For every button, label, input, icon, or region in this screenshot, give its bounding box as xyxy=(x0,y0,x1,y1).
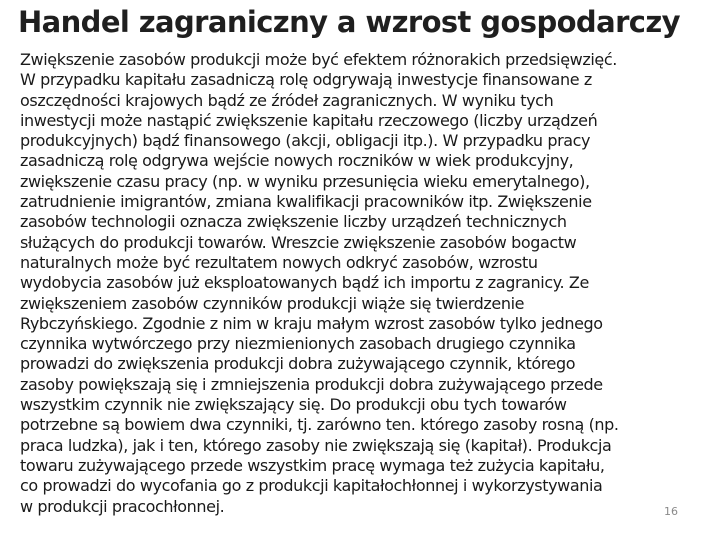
page-number: 16 xyxy=(664,505,678,518)
body-line: zwiększeniem zasobów czynników produkcji wiąże się twierdzenie xyxy=(20,293,525,313)
body-line: Zwiększenie zasobów produkcji może być efektem różnorakich przedsięwzięć. xyxy=(20,50,617,69)
body-line: Rybczyńskiego. Zgodnie z nim w kraju małym wzrost zasobów tylko jednego xyxy=(20,313,603,333)
body-line: zasoby powiększają się i zmniejszenia produkcji dobra zużywającego przede xyxy=(20,374,603,394)
body-line: produkcyjnych) bądź finansowego (akcji, obligacji itp.). W przypadku pracy xyxy=(20,131,591,151)
body-line: zatrudnienie imigrantów, zmiana kwalifikacji pracowników itp. Zwiększenie xyxy=(20,192,592,212)
body-line: zasadniczą rolę odgrywa wejście nowych roczników w wiek produkcyjny, xyxy=(20,151,574,171)
slide-body-text xyxy=(20,50,720,517)
body-line: co prowadzi do wycofania go z produkcji kapitałochłonnej i wykorzystywania xyxy=(20,476,603,496)
body-line: wydobycia zasobów już eksploatowanych bądź ich importu z zagranicy. Ze xyxy=(20,273,589,293)
body-line: potrzebne są bowiem dwa czynniki, tj. zarówno ten. którego zasoby rosną (np. xyxy=(20,415,619,435)
body-line: W przypadku kapitału zasadniczą rolę odgrywają inwestycje finansowane z xyxy=(20,70,592,90)
body-line: praca ludzka), jak i ten, którego zasoby nie zwiększają się (kapitał). Produkcja xyxy=(20,435,612,455)
body-line: zwiększenie czasu pracy (np. w wyniku przesunięcia wieku emerytalnego), xyxy=(20,171,590,191)
body-line: czynnika wytwórczego przy niezmienionych zasobach drugiego czynnika xyxy=(20,334,576,354)
body-line: naturalnych może być rezultatem nowych odkryć zasobów, wzrostu xyxy=(20,252,538,272)
body-line: oszczędności krajowych bądź ze źródeł zagranicznych. W wyniku tych xyxy=(20,90,554,110)
body-line: zasobów technologii oznacza zwiększenie liczby urządzeń technicznych xyxy=(20,212,567,232)
slide-title: Handel zagraniczny a wzrost gospodarczy xyxy=(18,5,680,39)
body-line: w produkcji pracochłonnej. xyxy=(20,496,225,516)
body-line: wszystkim czynnik nie zwiększający się. Do produkcji obu tych towarów xyxy=(20,395,567,415)
body-line: służących do produkcji towarów. Wreszcie zwiększenie zasobów bogactw xyxy=(20,232,577,252)
body-line: inwestycji może nastąpić zwiększenie kapitału rzeczowego (liczby urządzeń xyxy=(20,110,598,130)
body-line: prowadzi do zwiększenia produkcji dobra zużywającego czynnik, którego xyxy=(20,354,576,374)
body-line: towaru zużywającego przede wszystkim pracę wymaga też zużycia kapitału, xyxy=(20,455,605,475)
